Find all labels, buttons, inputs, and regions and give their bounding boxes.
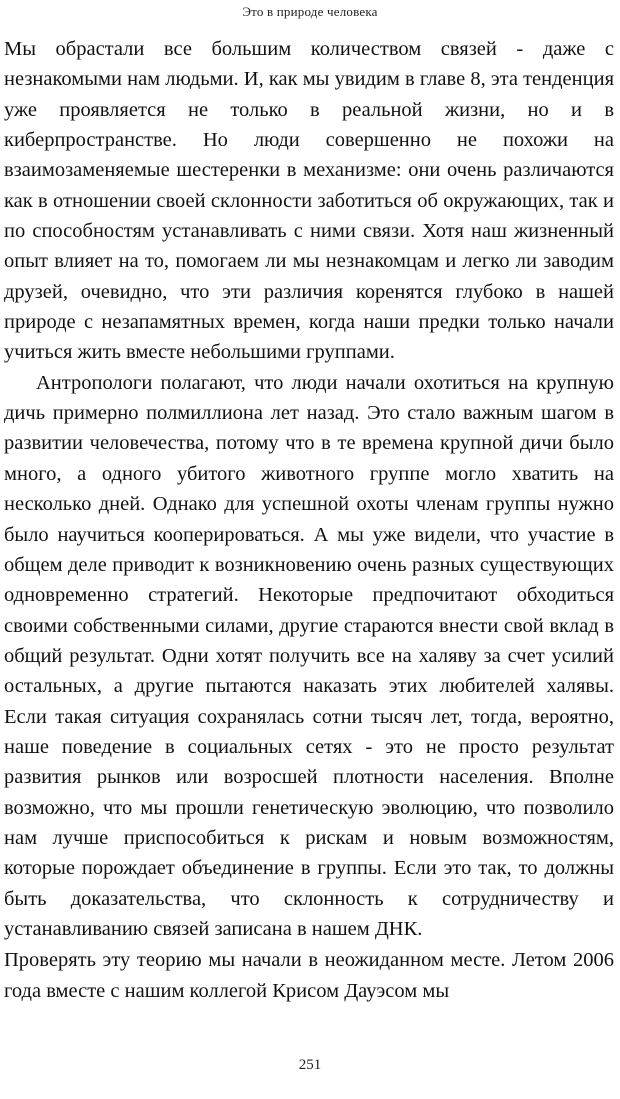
paragraph: Антропологи полагают, что люди начали охотиться на крупную дичь примерно полмиллиона лет назад. Это стало важным шагом в развитии человечества, потому что в те времена крупной дичи было много, а одного убитого животного группе могло хватить на несколько дней. Однако для успешной охоты членам группы нужно было научиться кооперироваться. А мы уже видели, что участие в общем деле приводит к возникновению очень разных существующих одновременно стратегий. Некоторые предпочитают обходиться своими собственными силами, другие стараются внести свой вклад в общий результат. Одни хотят получить все на халяву за счет усилий остальных, а другие пытаются наказать этих любителей халявы. Если такая ситуация сохранялась сотни тысяч лет, тогда, вероятно, наше поведение в социальных сетях - это не просто результат развития рынков или возросшей плотности населения. Вполне возможно, что мы прошли генетическую эволюцию, что позволило нам лучше приспособиться к рискам и новым возможностям, которые порождает объединение в группы. Если это так, то должны быть доказательства, что склонность к сотрудничеству и устанавливанию связей записана в нашем ДНК.: [4, 371, 614, 940]
page-body: [4, 34, 614, 1006]
paragraph: Проверять эту теорию мы начали в неожиданном месте. Летом 2006 года вместе с нашим коллегой Крисом Дауэсом мы: [4, 949, 614, 1002]
running-head: Это в природе человека: [242, 4, 378, 19]
page-number: 251: [298, 1057, 322, 1073]
paragraph: Мы обрастали все большим количеством связей - даже с незнакомыми нам людьми. И, как мы увидим в главе 8, эта тенденция уже проявляется не только в реальной жизни, но и в киберпространстве. Но люди совершенно не похожи на взаимозаменяемые шестеренки в механизме: они очень различаются как в отношении своей склонности заботиться об окружающих, так и по способностям устанавливать с ними связи. Хотя наш жизненный опыт влияет на то, помогаем ли мы незнакомцам и легко ли заводим друзей, очевидно, что эти различия коренятся глубоко в нашей природе с незапамятных времен, когда наши предки только начали учиться жить вместе небольшими группами.: [4, 38, 614, 364]
